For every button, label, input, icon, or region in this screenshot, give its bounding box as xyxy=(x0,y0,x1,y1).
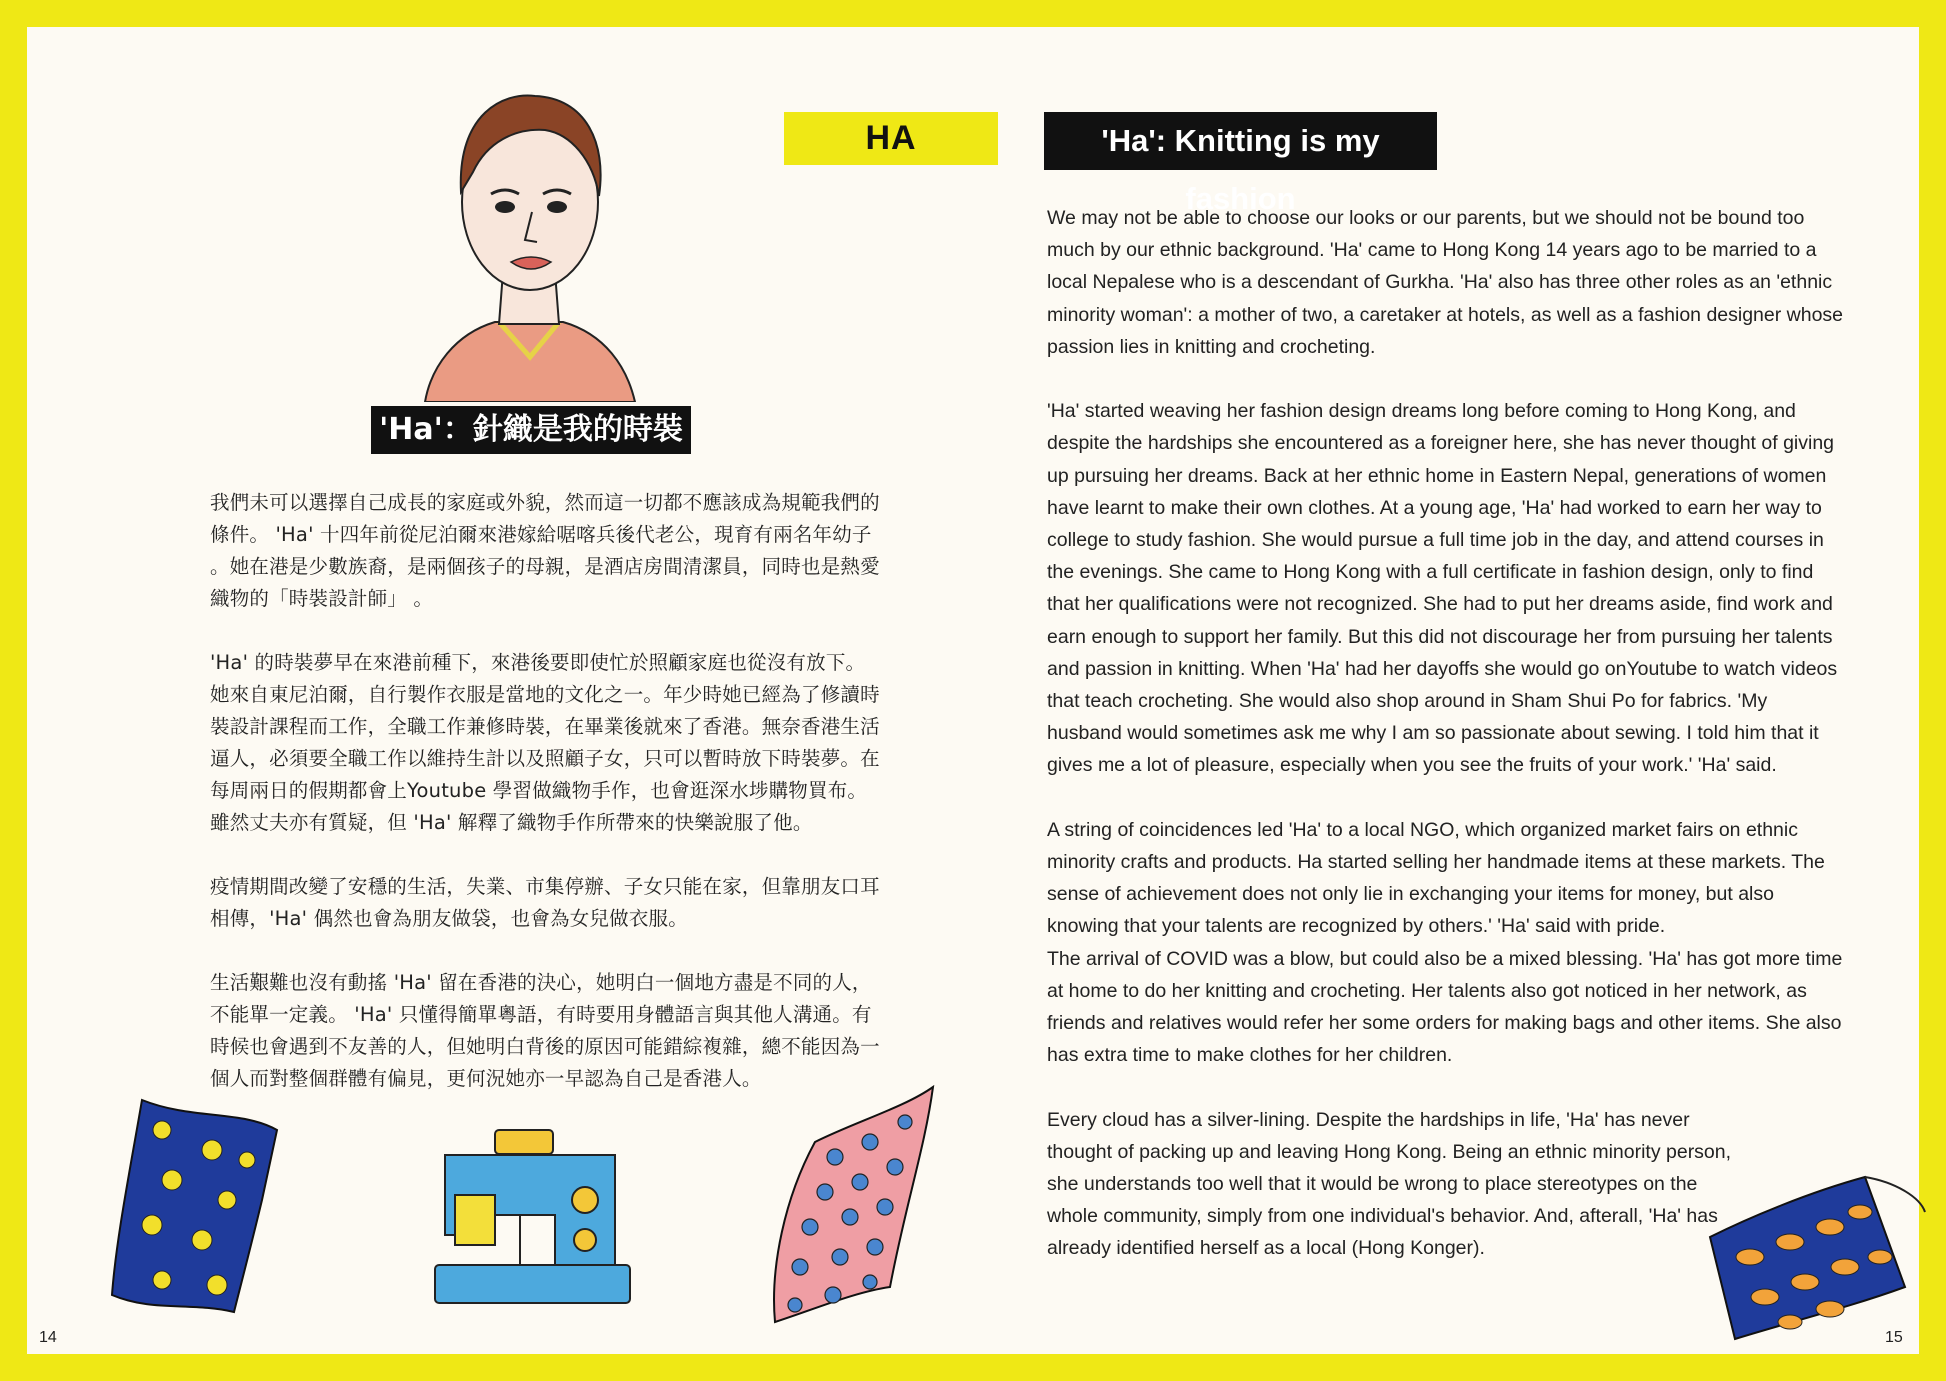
chinese-paragraph: 生活艱難也沒有動搖 'Ha' 留在香港的決心，她明白一個地方盡是不同的人，不能單一定義。 'Ha' 只懂得簡單粵語，有時要用身體語言與其他人溝通。有時候也會遇到不友善的人，但她明白背後的原因可能錯綜複雜，總不能因為一個人而對整個群體有偏見，更何況她亦一早認為自己是香港人。 xyxy=(210,971,880,1090)
chinese-paragraph: 我們未可以選擇自己成長的家庭或外貌，然而這一切都不應該成為規範我們的條件。 'Ha' 十四年前從尼泊爾來港嫁給啹喀兵後代老公，現育有兩名年幼子 。她在港是少數族裔，是兩個孩子的母親，是酒店房間清潔員，同時也是熱愛織物的「時裝設計師」 。 xyxy=(210,491,880,610)
page-number-right: 15 xyxy=(1885,1329,1903,1346)
english-title: 'Ha': Knitting is my fashion xyxy=(1044,112,1437,170)
english-paragraph: A string of coincidences led 'Ha' to a local NGO, which organized market fairs on ethnic minority crafts and products. Ha started selling her handmade items at these markets. The sense of achievement does not only lie in exchanging your items for money, but also knowing that your talents are recognized by others.' 'Ha' said with pride. xyxy=(1047,818,1825,938)
chinese-paragraph: 疫情期間改變了安穩的生活，失業、市集停辦、子女只能在家，但靠朋友口耳相傳，'Ha' 偶然也會為朋友做袋，也會為女兒做衣服。 xyxy=(210,875,880,930)
english-paragraph: 'Ha' started weaving her fashion design dreams long before coming to Hong Kong, and despite the hardships she encountered as a foreigner here, she has never thought of giving up pursuing her dreams. Back at her ethnic home in Eastern Nepal, generations of women have learnt to make their own clothes. At a young age, 'Ha' had worked to earn her way to college to study fashion. She would pursue a full time job in the day, and attend courses in the evenings. She came to Hong Kong with a full certificate in fashion design, only to find that her qualifications were not recognized. She had to put her dreams aside, find work and earn enough to support her family. But this did not discourage her from pursuing her talents and passion in knitting. When 'Ha' had her dayoffs she would go onYoutube to watch videos that teach crocheting. She would also shop around in Sham Shui Po for fabrics. 'My husband would sometimes ask me why I am so passionate about sewing. I told him that it gives me a lot of pleasure, especially when you see the fruits of your work.' 'Ha' said. xyxy=(1047,400,1838,777)
fabric-dots-illustration xyxy=(755,1077,945,1327)
section-tag: HA xyxy=(784,112,998,165)
english-article xyxy=(1047,202,1847,1297)
sewing-machine-illustration xyxy=(425,1125,640,1310)
english-paragraph: The arrival of COVID was a blow, but could also be a mixed blessing. 'Ha' has got more time at home to do her knitting and crocheting. Her talents also got noticed in her network, as friends and relatives would refer her some orders for making bags and other items. She also has extra time to make clothes for her children. xyxy=(1047,947,1843,1067)
chinese-title: 'Ha'：針織是我的時裝 xyxy=(371,406,691,454)
english-paragraph: We may not be able to choose our looks or our parents, but we should not be bound too much by our ethnic background. 'Ha' came to Hong Kong 14 years ago to be married to a local Nepalese who is a descendant of Gurkha. 'Ha' also has three other roles as an 'ethnic minority woman': a mother of two, a caretaker at hotels, as well as a fashion designer whose passion lies in knitting and crocheting. xyxy=(1047,207,1844,358)
english-paragraph: Every cloud has a silver-lining. Despite the hardships in life, 'Ha' has never thought of packing up and leaving Hong Kong. Being an ethnic minority person, she understands too well that it would be wrong to place stereotypes on the whole community, simply from one individual's behavior. And, afterall, 'Ha' has already identified herself as a local (Hong Konger). xyxy=(1047,1108,1732,1260)
woman-portrait-illustration xyxy=(395,72,665,402)
fish-pouch-illustration xyxy=(1690,1167,1930,1342)
fabric-flowers-illustration xyxy=(102,1090,282,1320)
chinese-paragraph: 'Ha' 的時裝夢早在來港前種下，來港後要即使忙於照顧家庭也從沒有放下。她來自東尼泊爾，自行製作衣服是當地的文化之一。年少時她已經為了修讀時裝設計課程而工作，全職工作兼修時裝，在畢業後就來了香港。無奈香港生活逼人，必須要全職工作以維持生計以及照顧子女，只可以暫時放下時裝夢。在每周兩日的假期都會上Youtube 學習做織物手作，也會逛深水埗購物買布。雖然丈夫亦有質疑，但 'Ha' 解釋了織物手作所帶來的快樂說服了他。 xyxy=(210,651,880,834)
page-number-left: 14 xyxy=(39,1329,57,1346)
book-spread xyxy=(27,27,1919,1354)
chinese-article xyxy=(210,487,882,1127)
